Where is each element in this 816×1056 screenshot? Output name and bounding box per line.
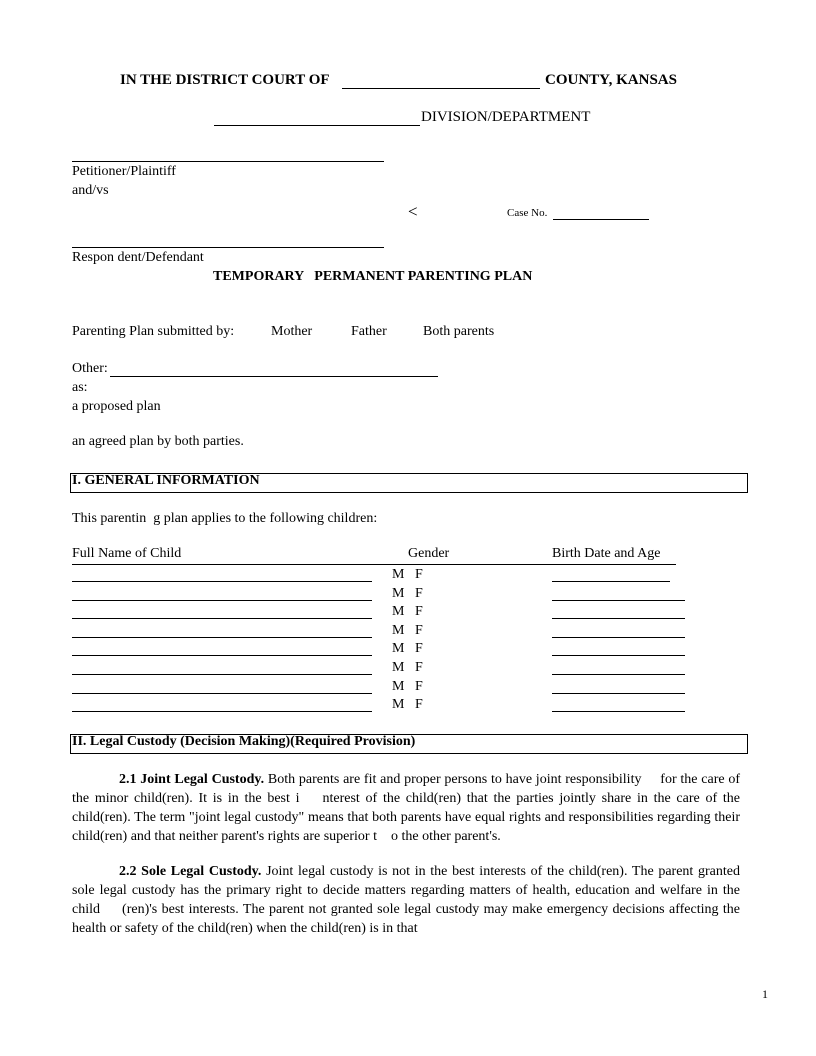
- as-label: as:: [72, 380, 88, 395]
- other-blank[interactable]: [110, 376, 438, 377]
- division-label: DIVISION/DEPARTMENT: [421, 109, 591, 125]
- gender-options[interactable]: M F: [392, 641, 423, 657]
- birth-date-blank[interactable]: [552, 637, 685, 638]
- child-name-blank[interactable]: [72, 693, 372, 694]
- birth-date-blank[interactable]: [552, 693, 685, 694]
- paragraph-2-2: [72, 862, 744, 938]
- division-blank[interactable]: [214, 125, 420, 126]
- child-name-blank[interactable]: [72, 637, 372, 638]
- section-1-heading: I. GENERAL INFORMATION: [72, 473, 260, 488]
- option-father[interactable]: Father: [351, 324, 387, 339]
- petitioner-blank[interactable]: [72, 161, 384, 162]
- child-name-blank[interactable]: [72, 618, 372, 619]
- gender-options[interactable]: M F: [392, 678, 423, 694]
- petitioner-label: Petitioner/Plaintiff: [72, 164, 176, 179]
- paragraph-2-1-text: Both parents are fit and proper persons to have joint responsibility for the care of the minor child(ren). It is in the best i nterest of the child(ren) that the parties jointly share in the care of the child(ren). The term "joint legal custody" means that both parents have equal rights and responsibilities regarding their child(ren) and that neither parent's rights are superior t o the other parent's.: [72, 772, 744, 844]
- column-birth-date: Birth Date and Age: [552, 546, 661, 561]
- gender-options[interactable]: M F: [392, 622, 423, 638]
- case-number-label: Case No.: [507, 207, 548, 219]
- column-full-name: Full Name of Child: [72, 546, 182, 561]
- paragraph-2-1: [72, 770, 744, 846]
- and-vs-label: and/vs: [72, 183, 109, 198]
- child-name-blank[interactable]: [72, 600, 372, 601]
- child-name-blank[interactable]: [72, 674, 372, 675]
- column-gender: Gender: [408, 546, 450, 561]
- child-name-blank[interactable]: [72, 711, 372, 712]
- paragraph-2-2-heading: 2.2 Sole Legal Custody.: [119, 864, 262, 879]
- gender-options[interactable]: M F: [392, 697, 423, 713]
- gender-options[interactable]: M F: [392, 660, 423, 675]
- option-both-parents[interactable]: Both parents: [423, 324, 495, 339]
- paragraph-2-2-text: Joint legal custody is not in the best interests of the child(ren). The parent granted sole legal custody has the primary right to decide matters regarding matters of health, education and welfare in the child (ren)'s best interests. The parent not granted sole legal custody may make emergency decisions affecting the health or safety of the child(ren) when the child(ren) is in that: [72, 864, 744, 936]
- birth-date-blank[interactable]: [552, 674, 685, 675]
- paragraph-2-1-heading: 2.1 Joint Legal Custody.: [119, 772, 265, 787]
- respondent-blank[interactable]: [72, 247, 384, 248]
- birth-date-blank[interactable]: [552, 711, 685, 712]
- gender-options[interactable]: M F: [392, 604, 423, 620]
- respondent-label: Respon dent/Defendant: [72, 250, 204, 265]
- section-2-heading: II. Legal Custody (Decision Making)(Required Provision): [72, 734, 416, 749]
- gender-options[interactable]: M F: [392, 567, 423, 582]
- option-agreed-plan[interactable]: an agreed plan by both parties.: [72, 434, 244, 449]
- caption-bracket: <: [408, 202, 418, 221]
- birth-date-blank[interactable]: [552, 618, 685, 619]
- page-number: 1: [762, 987, 768, 1001]
- birth-date-blank[interactable]: [552, 600, 685, 601]
- submitted-by-label: Parenting Plan submitted by:: [72, 324, 235, 339]
- option-mother[interactable]: Mother: [271, 324, 313, 339]
- court-title-suffix: COUNTY, KANSAS: [545, 72, 677, 88]
- child-name-blank[interactable]: [72, 581, 372, 582]
- case-number-blank[interactable]: [553, 219, 649, 220]
- county-blank[interactable]: [342, 88, 540, 89]
- children-intro: This parentin g plan applies to the following children:: [72, 511, 378, 526]
- gender-options[interactable]: M F: [392, 585, 423, 601]
- child-name-blank[interactable]: [72, 655, 372, 656]
- court-title-prefix: IN THE DISTRICT COURT OF: [120, 72, 330, 88]
- birth-date-blank[interactable]: [552, 655, 685, 656]
- other-label: Other:: [72, 361, 108, 376]
- column-header-underline: [72, 564, 676, 565]
- option-proposed-plan[interactable]: a proposed plan: [72, 399, 161, 414]
- birth-date-blank[interactable]: [552, 581, 670, 582]
- document-title: TEMPORARY PERMANENT PARENTING PLAN: [213, 269, 533, 284]
